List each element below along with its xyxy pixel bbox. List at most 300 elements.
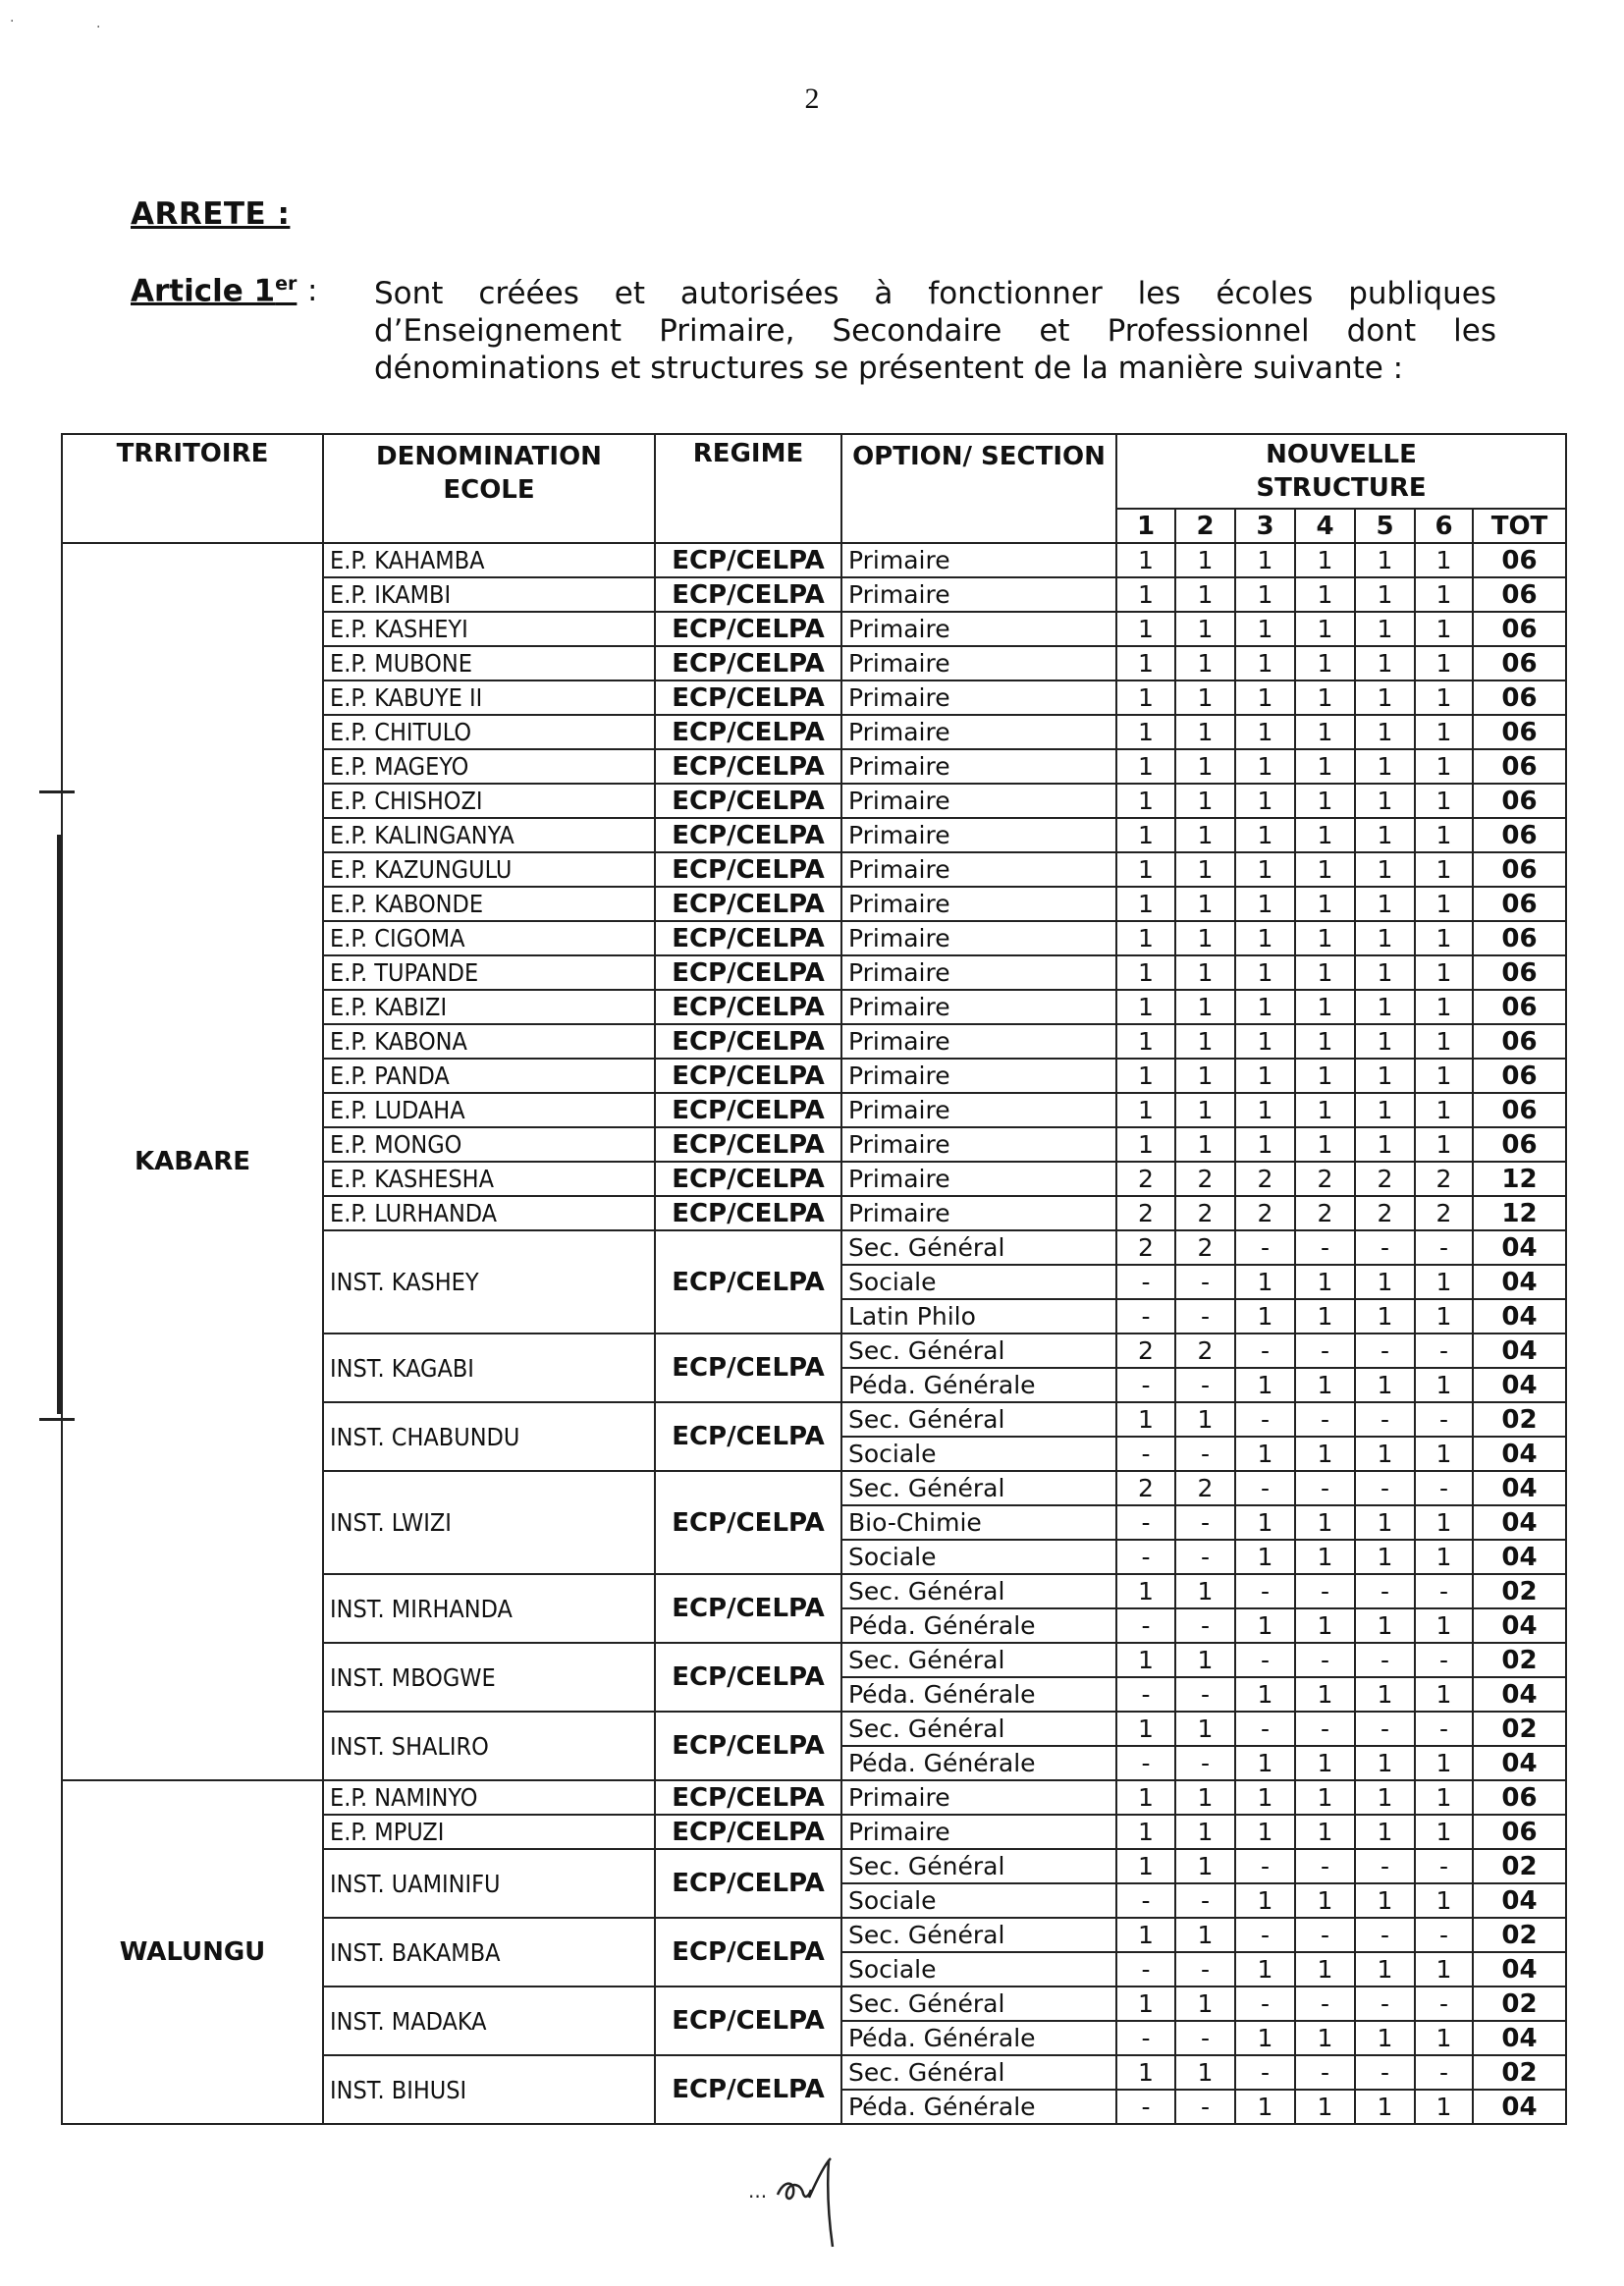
year-2-cell: - xyxy=(1175,1265,1235,1299)
year-1-cell: 1 xyxy=(1116,1059,1175,1093)
year-4-cell: 1 xyxy=(1295,1437,1355,1471)
school-name-cell: INST. LWIZI xyxy=(323,1471,655,1574)
year-1-cell: 1 xyxy=(1116,715,1175,749)
year-6-cell: - xyxy=(1415,1643,1473,1677)
school-name-cell: INST. KASHEY xyxy=(323,1230,655,1334)
total-cell: 02 xyxy=(1473,1918,1566,1952)
year-4-cell: 1 xyxy=(1295,1059,1355,1093)
year-1-cell: 1 xyxy=(1116,680,1175,715)
article-label: Article 1er xyxy=(131,273,298,309)
year-6-cell: 2 xyxy=(1415,1162,1473,1196)
year-2-cell: 1 xyxy=(1175,1815,1235,1849)
year-6-cell: 1 xyxy=(1415,1608,1473,1643)
year-5-cell: 1 xyxy=(1355,612,1415,646)
year-5-cell: 1 xyxy=(1355,2021,1415,2055)
year-2-cell: 1 xyxy=(1175,818,1235,852)
year-5-cell: 1 xyxy=(1355,749,1415,784)
year-3-cell: - xyxy=(1235,1712,1295,1746)
year-6-cell: 1 xyxy=(1415,577,1473,612)
year-5-cell: - xyxy=(1355,2055,1415,2090)
year-2-cell: - xyxy=(1175,1540,1235,1574)
year-3-cell: 1 xyxy=(1235,1059,1295,1093)
option-cell: Sociale xyxy=(841,1540,1116,1574)
year-6-cell: - xyxy=(1415,1712,1473,1746)
year-1-cell: 1 xyxy=(1116,1127,1175,1162)
school-name-cell: INST. BIHUSI xyxy=(323,2055,655,2124)
year-6-cell: 1 xyxy=(1415,2090,1473,2124)
year-2-cell: - xyxy=(1175,1677,1235,1712)
year-4-cell: - xyxy=(1295,1402,1355,1437)
option-cell: Primaire xyxy=(841,646,1116,680)
year-5-cell: 1 xyxy=(1355,577,1415,612)
regime-cell: ECP/CELPA xyxy=(655,1780,841,1815)
year-5-cell: - xyxy=(1355,1987,1415,2021)
option-cell: Sec. Général xyxy=(841,1471,1116,1505)
option-cell: Péda. Générale xyxy=(841,2021,1116,2055)
year-6-cell: 1 xyxy=(1415,1952,1473,1987)
year-2-cell: 1 xyxy=(1175,852,1235,887)
year-6-cell: - xyxy=(1415,1849,1473,1883)
year-1-cell: 1 xyxy=(1116,852,1175,887)
total-cell: 06 xyxy=(1473,715,1566,749)
total-cell: 04 xyxy=(1473,1883,1566,1918)
year-6-cell: 1 xyxy=(1415,1059,1473,1093)
option-cell: Sociale xyxy=(841,1883,1116,1918)
year-2-cell: - xyxy=(1175,1608,1235,1643)
year-4-cell: - xyxy=(1295,1334,1355,1368)
regime-cell: ECP/CELPA xyxy=(655,1987,841,2055)
year-4-cell: 1 xyxy=(1295,887,1355,921)
year-5-cell: 1 xyxy=(1355,921,1415,955)
year-2-cell: 1 xyxy=(1175,955,1235,990)
year-6-cell: 1 xyxy=(1415,990,1473,1024)
year-6-cell: 1 xyxy=(1415,1505,1473,1540)
year-5-cell: 1 xyxy=(1355,2090,1415,2124)
regime-cell: ECP/CELPA xyxy=(655,1334,841,1402)
year-5-cell: - xyxy=(1355,1402,1415,1437)
year-3-cell: 1 xyxy=(1235,1677,1295,1712)
total-cell: 06 xyxy=(1473,1059,1566,1093)
year-2-cell: 1 xyxy=(1175,749,1235,784)
year-3-cell: - xyxy=(1235,1918,1295,1952)
year-4-cell: 1 xyxy=(1295,2021,1355,2055)
total-cell: 06 xyxy=(1473,852,1566,887)
regime-cell: ECP/CELPA xyxy=(655,1574,841,1643)
school-name-cell: E.P. TUPANDE xyxy=(323,955,655,990)
total-cell: 12 xyxy=(1473,1162,1566,1196)
year-3-cell: - xyxy=(1235,1230,1295,1265)
regime-cell: ECP/CELPA xyxy=(655,1024,841,1059)
year-2-cell: 1 xyxy=(1175,990,1235,1024)
regime-cell: ECP/CELPA xyxy=(655,921,841,955)
year-3-cell: - xyxy=(1235,1849,1295,1883)
year-3-cell: 1 xyxy=(1235,2021,1295,2055)
table-row xyxy=(62,1780,1566,1815)
year-5-cell: 1 xyxy=(1355,1265,1415,1299)
year-4-cell: 1 xyxy=(1295,1265,1355,1299)
total-cell: 04 xyxy=(1473,1952,1566,1987)
year-2-cell: 1 xyxy=(1175,1059,1235,1093)
option-cell: Primaire xyxy=(841,990,1116,1024)
year-2-cell: - xyxy=(1175,1883,1235,1918)
total-cell: 06 xyxy=(1473,1093,1566,1127)
regime-cell: ECP/CELPA xyxy=(655,784,841,818)
year-1-cell: 1 xyxy=(1116,1712,1175,1746)
year-6-cell: 1 xyxy=(1415,749,1473,784)
year-1-cell: 1 xyxy=(1116,1402,1175,1437)
year-5-cell: 1 xyxy=(1355,1815,1415,1849)
year-2-cell: 1 xyxy=(1175,1780,1235,1815)
school-name-cell: E.P. IKAMBI xyxy=(323,577,655,612)
year-4-cell: 1 xyxy=(1295,749,1355,784)
year-5-cell: 2 xyxy=(1355,1162,1415,1196)
regime-cell: ECP/CELPA xyxy=(655,1230,841,1334)
year-1-cell: 2 xyxy=(1116,1334,1175,1368)
year-4-cell: 1 xyxy=(1295,2090,1355,2124)
school-name-cell: E.P. KABUYE II xyxy=(323,680,655,715)
year-6-cell: 1 xyxy=(1415,680,1473,715)
year-2-cell: 1 xyxy=(1175,2055,1235,2090)
regime-cell: ECP/CELPA xyxy=(655,1849,841,1918)
year-5-cell: - xyxy=(1355,1230,1415,1265)
year-1-cell: - xyxy=(1116,1883,1175,1918)
year-3-cell: 1 xyxy=(1235,1540,1295,1574)
year-3-cell: - xyxy=(1235,1643,1295,1677)
option-cell: Primaire xyxy=(841,543,1116,577)
year-1-cell: 2 xyxy=(1116,1230,1175,1265)
year-2-cell: 1 xyxy=(1175,887,1235,921)
year-5-cell: 1 xyxy=(1355,784,1415,818)
header-regime: REGIME xyxy=(655,434,841,543)
year-6-cell: 2 xyxy=(1415,1196,1473,1230)
option-cell: Latin Philo xyxy=(841,1299,1116,1334)
regime-cell: ECP/CELPA xyxy=(655,715,841,749)
year-5-cell: 1 xyxy=(1355,715,1415,749)
school-name-cell: E.P. MPUZI xyxy=(323,1815,655,1849)
year-6-cell: 1 xyxy=(1415,1540,1473,1574)
article-colon: : xyxy=(307,273,318,308)
year-4-cell: 2 xyxy=(1295,1196,1355,1230)
year-3-cell: 1 xyxy=(1235,680,1295,715)
year-6-cell: - xyxy=(1415,2055,1473,2090)
year-4-cell: - xyxy=(1295,1918,1355,1952)
option-cell: Péda. Générale xyxy=(841,2090,1116,2124)
year-6-cell: 1 xyxy=(1415,1815,1473,1849)
year-6-cell: 1 xyxy=(1415,1127,1473,1162)
table-header-row xyxy=(62,434,1566,509)
total-cell: 04 xyxy=(1473,1437,1566,1471)
year-5-cell: 1 xyxy=(1355,646,1415,680)
option-cell: Primaire xyxy=(841,955,1116,990)
year-2-cell: 2 xyxy=(1175,1162,1235,1196)
option-cell: Sec. Général xyxy=(841,1712,1116,1746)
year-3-cell: 1 xyxy=(1235,543,1295,577)
year-6-cell: 1 xyxy=(1415,887,1473,921)
year-5-cell: 1 xyxy=(1355,1608,1415,1643)
year-4-cell: 1 xyxy=(1295,1815,1355,1849)
year-2-cell: 1 xyxy=(1175,1402,1235,1437)
total-cell: 04 xyxy=(1473,1540,1566,1574)
option-cell: Primaire xyxy=(841,852,1116,887)
year-6-cell: 1 xyxy=(1415,1883,1473,1918)
regime-cell: ECP/CELPA xyxy=(655,1712,841,1780)
regime-cell: ECP/CELPA xyxy=(655,543,841,577)
year-6-cell: 1 xyxy=(1415,1780,1473,1815)
schools-table-wrapper xyxy=(61,433,1567,2125)
option-cell: Bio-Chimie xyxy=(841,1505,1116,1540)
option-cell: Primaire xyxy=(841,749,1116,784)
year-6-cell: 1 xyxy=(1415,1368,1473,1402)
year-1-cell: 1 xyxy=(1116,784,1175,818)
year-2-cell: 2 xyxy=(1175,1196,1235,1230)
year-6-cell: 1 xyxy=(1415,2021,1473,2055)
school-name-cell: INST. SHALIRO xyxy=(323,1712,655,1780)
school-name-cell: E.P. KAHAMBA xyxy=(323,543,655,577)
year-5-cell: 1 xyxy=(1355,1437,1415,1471)
total-cell: 04 xyxy=(1473,2090,1566,2124)
year-4-cell: 1 xyxy=(1295,1540,1355,1574)
year-6-cell: 1 xyxy=(1415,1299,1473,1334)
total-cell: 06 xyxy=(1473,612,1566,646)
year-2-cell: 1 xyxy=(1175,921,1235,955)
scan-speck: · xyxy=(10,14,15,29)
year-1-cell: - xyxy=(1116,1505,1175,1540)
year-1-cell: 1 xyxy=(1116,1918,1175,1952)
year-1-cell: 1 xyxy=(1116,646,1175,680)
year-1-cell: 1 xyxy=(1116,955,1175,990)
year-2-cell: 1 xyxy=(1175,646,1235,680)
year-5-cell: - xyxy=(1355,1574,1415,1608)
year-4-cell: 1 xyxy=(1295,612,1355,646)
regime-cell: ECP/CELPA xyxy=(655,1471,841,1574)
year-3-cell: 1 xyxy=(1235,612,1295,646)
year-3-cell: - xyxy=(1235,2055,1295,2090)
school-name-cell: INST. MBOGWE xyxy=(323,1643,655,1712)
total-cell: 02 xyxy=(1473,1643,1566,1677)
year-3-cell: 1 xyxy=(1235,852,1295,887)
school-name-cell: INST. MIRHANDA xyxy=(323,1574,655,1643)
year-2-cell: - xyxy=(1175,2021,1235,2055)
school-name-cell: E.P. MUBONE xyxy=(323,646,655,680)
year-2-cell: 1 xyxy=(1175,680,1235,715)
regime-cell: ECP/CELPA xyxy=(655,2055,841,2124)
option-cell: Péda. Générale xyxy=(841,1746,1116,1780)
option-cell: Primaire xyxy=(841,887,1116,921)
year-5-cell: 1 xyxy=(1355,818,1415,852)
year-1-cell: 1 xyxy=(1116,1987,1175,2021)
year-4-cell: 1 xyxy=(1295,577,1355,612)
total-cell: 04 xyxy=(1473,1505,1566,1540)
year-5-cell: 1 xyxy=(1355,680,1415,715)
option-cell: Primaire xyxy=(841,577,1116,612)
year-2-cell: 1 xyxy=(1175,1574,1235,1608)
year-3-cell: 1 xyxy=(1235,1780,1295,1815)
year-3-cell: 1 xyxy=(1235,1299,1295,1334)
school-name-cell: E.P. KABIZI xyxy=(323,990,655,1024)
year-3-cell: 1 xyxy=(1235,2090,1295,2124)
year-5-cell: - xyxy=(1355,1334,1415,1368)
year-5-cell: 1 xyxy=(1355,990,1415,1024)
year-3-cell: 1 xyxy=(1235,646,1295,680)
total-cell: 06 xyxy=(1473,749,1566,784)
year-5-cell: 1 xyxy=(1355,1677,1415,1712)
year-1-cell: - xyxy=(1116,1540,1175,1574)
total-cell: 02 xyxy=(1473,2055,1566,2090)
year-1-cell: - xyxy=(1116,1677,1175,1712)
year-5-cell: - xyxy=(1355,1643,1415,1677)
year-1-cell: 1 xyxy=(1116,577,1175,612)
total-cell: 04 xyxy=(1473,1230,1566,1265)
year-1-cell: 1 xyxy=(1116,543,1175,577)
year-2-cell: - xyxy=(1175,1746,1235,1780)
year-4-cell: 1 xyxy=(1295,1127,1355,1162)
year-3-cell: - xyxy=(1235,1471,1295,1505)
scan-speck: · xyxy=(96,20,101,35)
school-name-cell: E.P. KABONDE xyxy=(323,887,655,921)
year-6-cell: 1 xyxy=(1415,1024,1473,1059)
total-cell: 02 xyxy=(1473,1987,1566,2021)
year-4-cell: 1 xyxy=(1295,543,1355,577)
year-3-cell: 1 xyxy=(1235,1815,1295,1849)
school-name-cell: INST. MADAKA xyxy=(323,1987,655,2055)
regime-cell: ECP/CELPA xyxy=(655,1402,841,1471)
year-5-cell: 1 xyxy=(1355,1299,1415,1334)
year-4-cell: 1 xyxy=(1295,1952,1355,1987)
regime-cell: ECP/CELPA xyxy=(655,646,841,680)
year-2-cell: 1 xyxy=(1175,715,1235,749)
regime-cell: ECP/CELPA xyxy=(655,680,841,715)
total-cell: 04 xyxy=(1473,1265,1566,1299)
year-3-cell: 1 xyxy=(1235,577,1295,612)
regime-cell: ECP/CELPA xyxy=(655,818,841,852)
regime-cell: ECP/CELPA xyxy=(655,1093,841,1127)
year-6-cell: - xyxy=(1415,1402,1473,1437)
option-cell: Primaire xyxy=(841,1815,1116,1849)
year-5-cell: 1 xyxy=(1355,1093,1415,1127)
year-2-cell: 1 xyxy=(1175,784,1235,818)
year-3-cell: - xyxy=(1235,1574,1295,1608)
option-cell: Péda. Générale xyxy=(841,1368,1116,1402)
year-2-cell: 1 xyxy=(1175,1849,1235,1883)
year-1-cell: 1 xyxy=(1116,990,1175,1024)
year-1-cell: 1 xyxy=(1116,818,1175,852)
decree-heading: ARRETE : xyxy=(131,196,291,232)
year-5-cell: 2 xyxy=(1355,1196,1415,1230)
year-2-cell: - xyxy=(1175,1505,1235,1540)
year-3-cell: 1 xyxy=(1235,887,1295,921)
year-1-cell: 1 xyxy=(1116,2055,1175,2090)
header-year-6: 6 xyxy=(1415,509,1473,543)
year-4-cell: 1 xyxy=(1295,680,1355,715)
year-4-cell: - xyxy=(1295,1230,1355,1265)
header-year-4: 4 xyxy=(1295,509,1355,543)
option-cell: Sec. Général xyxy=(841,1334,1116,1368)
year-4-cell: 1 xyxy=(1295,1608,1355,1643)
header-nouvelle-structure: NOUVELLE STRUCTURE xyxy=(1116,434,1566,509)
regime-cell: ECP/CELPA xyxy=(655,577,841,612)
year-6-cell: 1 xyxy=(1415,921,1473,955)
year-5-cell: - xyxy=(1355,1471,1415,1505)
school-name-cell: E.P. CIGOMA xyxy=(323,921,655,955)
year-3-cell: 1 xyxy=(1235,1368,1295,1402)
year-1-cell: 2 xyxy=(1116,1471,1175,1505)
signature-initials-icon xyxy=(748,2150,856,2249)
year-1-cell: 1 xyxy=(1116,887,1175,921)
year-6-cell: - xyxy=(1415,1471,1473,1505)
year-5-cell: 1 xyxy=(1355,543,1415,577)
total-cell: 04 xyxy=(1473,1334,1566,1368)
school-name-cell: E.P. KASHESHA xyxy=(323,1162,655,1196)
year-2-cell: - xyxy=(1175,1952,1235,1987)
year-1-cell: 1 xyxy=(1116,1643,1175,1677)
year-3-cell: 1 xyxy=(1235,1024,1295,1059)
regime-cell: ECP/CELPA xyxy=(655,612,841,646)
regime-cell: ECP/CELPA xyxy=(655,1162,841,1196)
school-name-cell: INST. CHABUNDU xyxy=(323,1402,655,1471)
article-text: Sont créées et autorisées à fonctionner les écoles publiques d’Enseignement Primaire, Secondaire et Professionnel dont les dénominations et structures se présentent de la manière suivante : xyxy=(374,276,1496,386)
year-3-cell: 1 xyxy=(1235,1608,1295,1643)
year-1-cell: 1 xyxy=(1116,1024,1175,1059)
option-cell: Sec. Général xyxy=(841,1918,1116,1952)
year-4-cell: 1 xyxy=(1295,1780,1355,1815)
year-4-cell: - xyxy=(1295,1643,1355,1677)
school-name-cell: E.P. KASHEYI xyxy=(323,612,655,646)
year-6-cell: - xyxy=(1415,1987,1473,2021)
year-6-cell: - xyxy=(1415,1334,1473,1368)
year-4-cell: 1 xyxy=(1295,818,1355,852)
option-cell: Péda. Générale xyxy=(841,1677,1116,1712)
year-1-cell: - xyxy=(1116,1265,1175,1299)
total-cell: 04 xyxy=(1473,1368,1566,1402)
option-cell: Péda. Générale xyxy=(841,1608,1116,1643)
year-4-cell: - xyxy=(1295,1471,1355,1505)
header-year-1: 1 xyxy=(1116,509,1175,543)
year-3-cell: - xyxy=(1235,1402,1295,1437)
option-cell: Primaire xyxy=(841,1024,1116,1059)
year-5-cell: 1 xyxy=(1355,1505,1415,1540)
total-cell: 06 xyxy=(1473,1024,1566,1059)
regime-cell: ECP/CELPA xyxy=(655,1815,841,1849)
option-cell: Sociale xyxy=(841,1265,1116,1299)
year-4-cell: 1 xyxy=(1295,921,1355,955)
year-6-cell: 1 xyxy=(1415,1437,1473,1471)
regime-cell: ECP/CELPA xyxy=(655,1059,841,1093)
year-5-cell: 1 xyxy=(1355,1540,1415,1574)
year-3-cell: 1 xyxy=(1235,1127,1295,1162)
year-2-cell: 1 xyxy=(1175,1712,1235,1746)
total-cell: 06 xyxy=(1473,1780,1566,1815)
year-3-cell: 1 xyxy=(1235,1883,1295,1918)
option-cell: Primaire xyxy=(841,921,1116,955)
regime-cell: ECP/CELPA xyxy=(655,852,841,887)
year-4-cell: 1 xyxy=(1295,1883,1355,1918)
year-6-cell: 1 xyxy=(1415,612,1473,646)
schools-table xyxy=(61,433,1567,2125)
year-4-cell: 1 xyxy=(1295,646,1355,680)
year-4-cell: 1 xyxy=(1295,1505,1355,1540)
year-1-cell: 1 xyxy=(1116,1093,1175,1127)
year-4-cell: - xyxy=(1295,1987,1355,2021)
total-cell: 06 xyxy=(1473,921,1566,955)
option-cell: Sec. Général xyxy=(841,1402,1116,1437)
option-cell: Sec. Général xyxy=(841,1987,1116,2021)
total-cell: 04 xyxy=(1473,1746,1566,1780)
school-name-cell: INST. UAMINIFU xyxy=(323,1849,655,1918)
total-cell: 06 xyxy=(1473,543,1566,577)
regime-cell: ECP/CELPA xyxy=(655,990,841,1024)
year-1-cell: 1 xyxy=(1116,612,1175,646)
year-2-cell: 1 xyxy=(1175,1643,1235,1677)
